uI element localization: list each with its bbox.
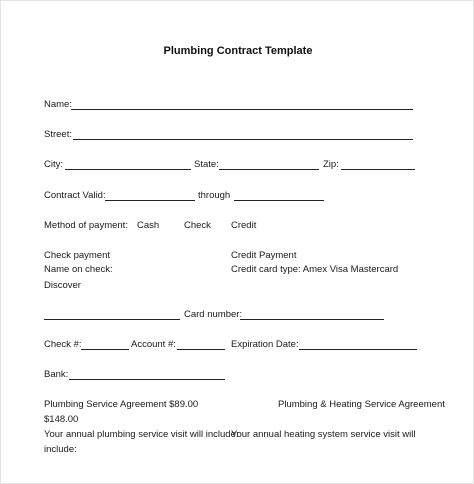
credit-card-type-label: Credit card type: Amex Visa Mastercard [231,264,399,275]
discover-option[interactable]: Discover [44,280,81,291]
contract-valid-label: Contract Valid: [44,190,106,201]
document-title: Plumbing Contract Template [163,45,313,57]
plumbing-visit-text: Your annual plumbing service visit will include: [44,429,239,440]
name-on-check-field[interactable] [44,319,180,320]
state-label: State: [194,159,219,170]
name-label: Name: [44,99,72,110]
account-number-field[interactable] [177,349,225,350]
contract-valid-start-field[interactable] [105,200,195,201]
check-option[interactable]: Check [184,220,211,231]
name-on-check-label: Name on check: [44,264,113,275]
street-label: Street: [44,129,72,140]
plumbing-agreement-text: Plumbing Service Agreement $89.00 [44,399,199,410]
city-label: City: [44,159,63,170]
cash-option[interactable]: Cash [137,220,160,231]
include-text: include: [44,444,77,455]
heating-agreement-text: Plumbing & Heating Service Agreement [278,399,445,410]
card-number-label: Card number: [184,309,243,320]
credit-option[interactable]: Credit [231,220,257,231]
city-field[interactable] [65,169,191,170]
through-label: through [198,190,231,201]
check-payment-heading: Check payment [44,250,111,261]
state-field[interactable] [219,169,319,170]
zip-label: Zip: [323,159,339,170]
card-number-field[interactable] [240,319,384,320]
account-number-label: Account #: [131,339,176,350]
bank-label: Bank: [44,369,69,380]
heating-price-text: $148.00 [44,414,79,425]
street-field[interactable] [73,139,413,140]
expiration-date-label: Expiration Date: [231,339,299,350]
credit-payment-heading: Credit Payment [231,250,297,261]
check-number-field[interactable] [81,349,129,350]
zip-field[interactable] [341,169,415,170]
heating-visit-text: Your annual heating system service visit will [231,429,416,440]
method-of-payment-label: Method of payment: [44,220,128,231]
contract-valid-end-field[interactable] [234,200,324,201]
check-number-label: Check #: [44,339,82,350]
name-field[interactable] [71,109,413,110]
bank-field[interactable] [69,379,225,380]
expiration-date-field[interactable] [299,349,417,350]
